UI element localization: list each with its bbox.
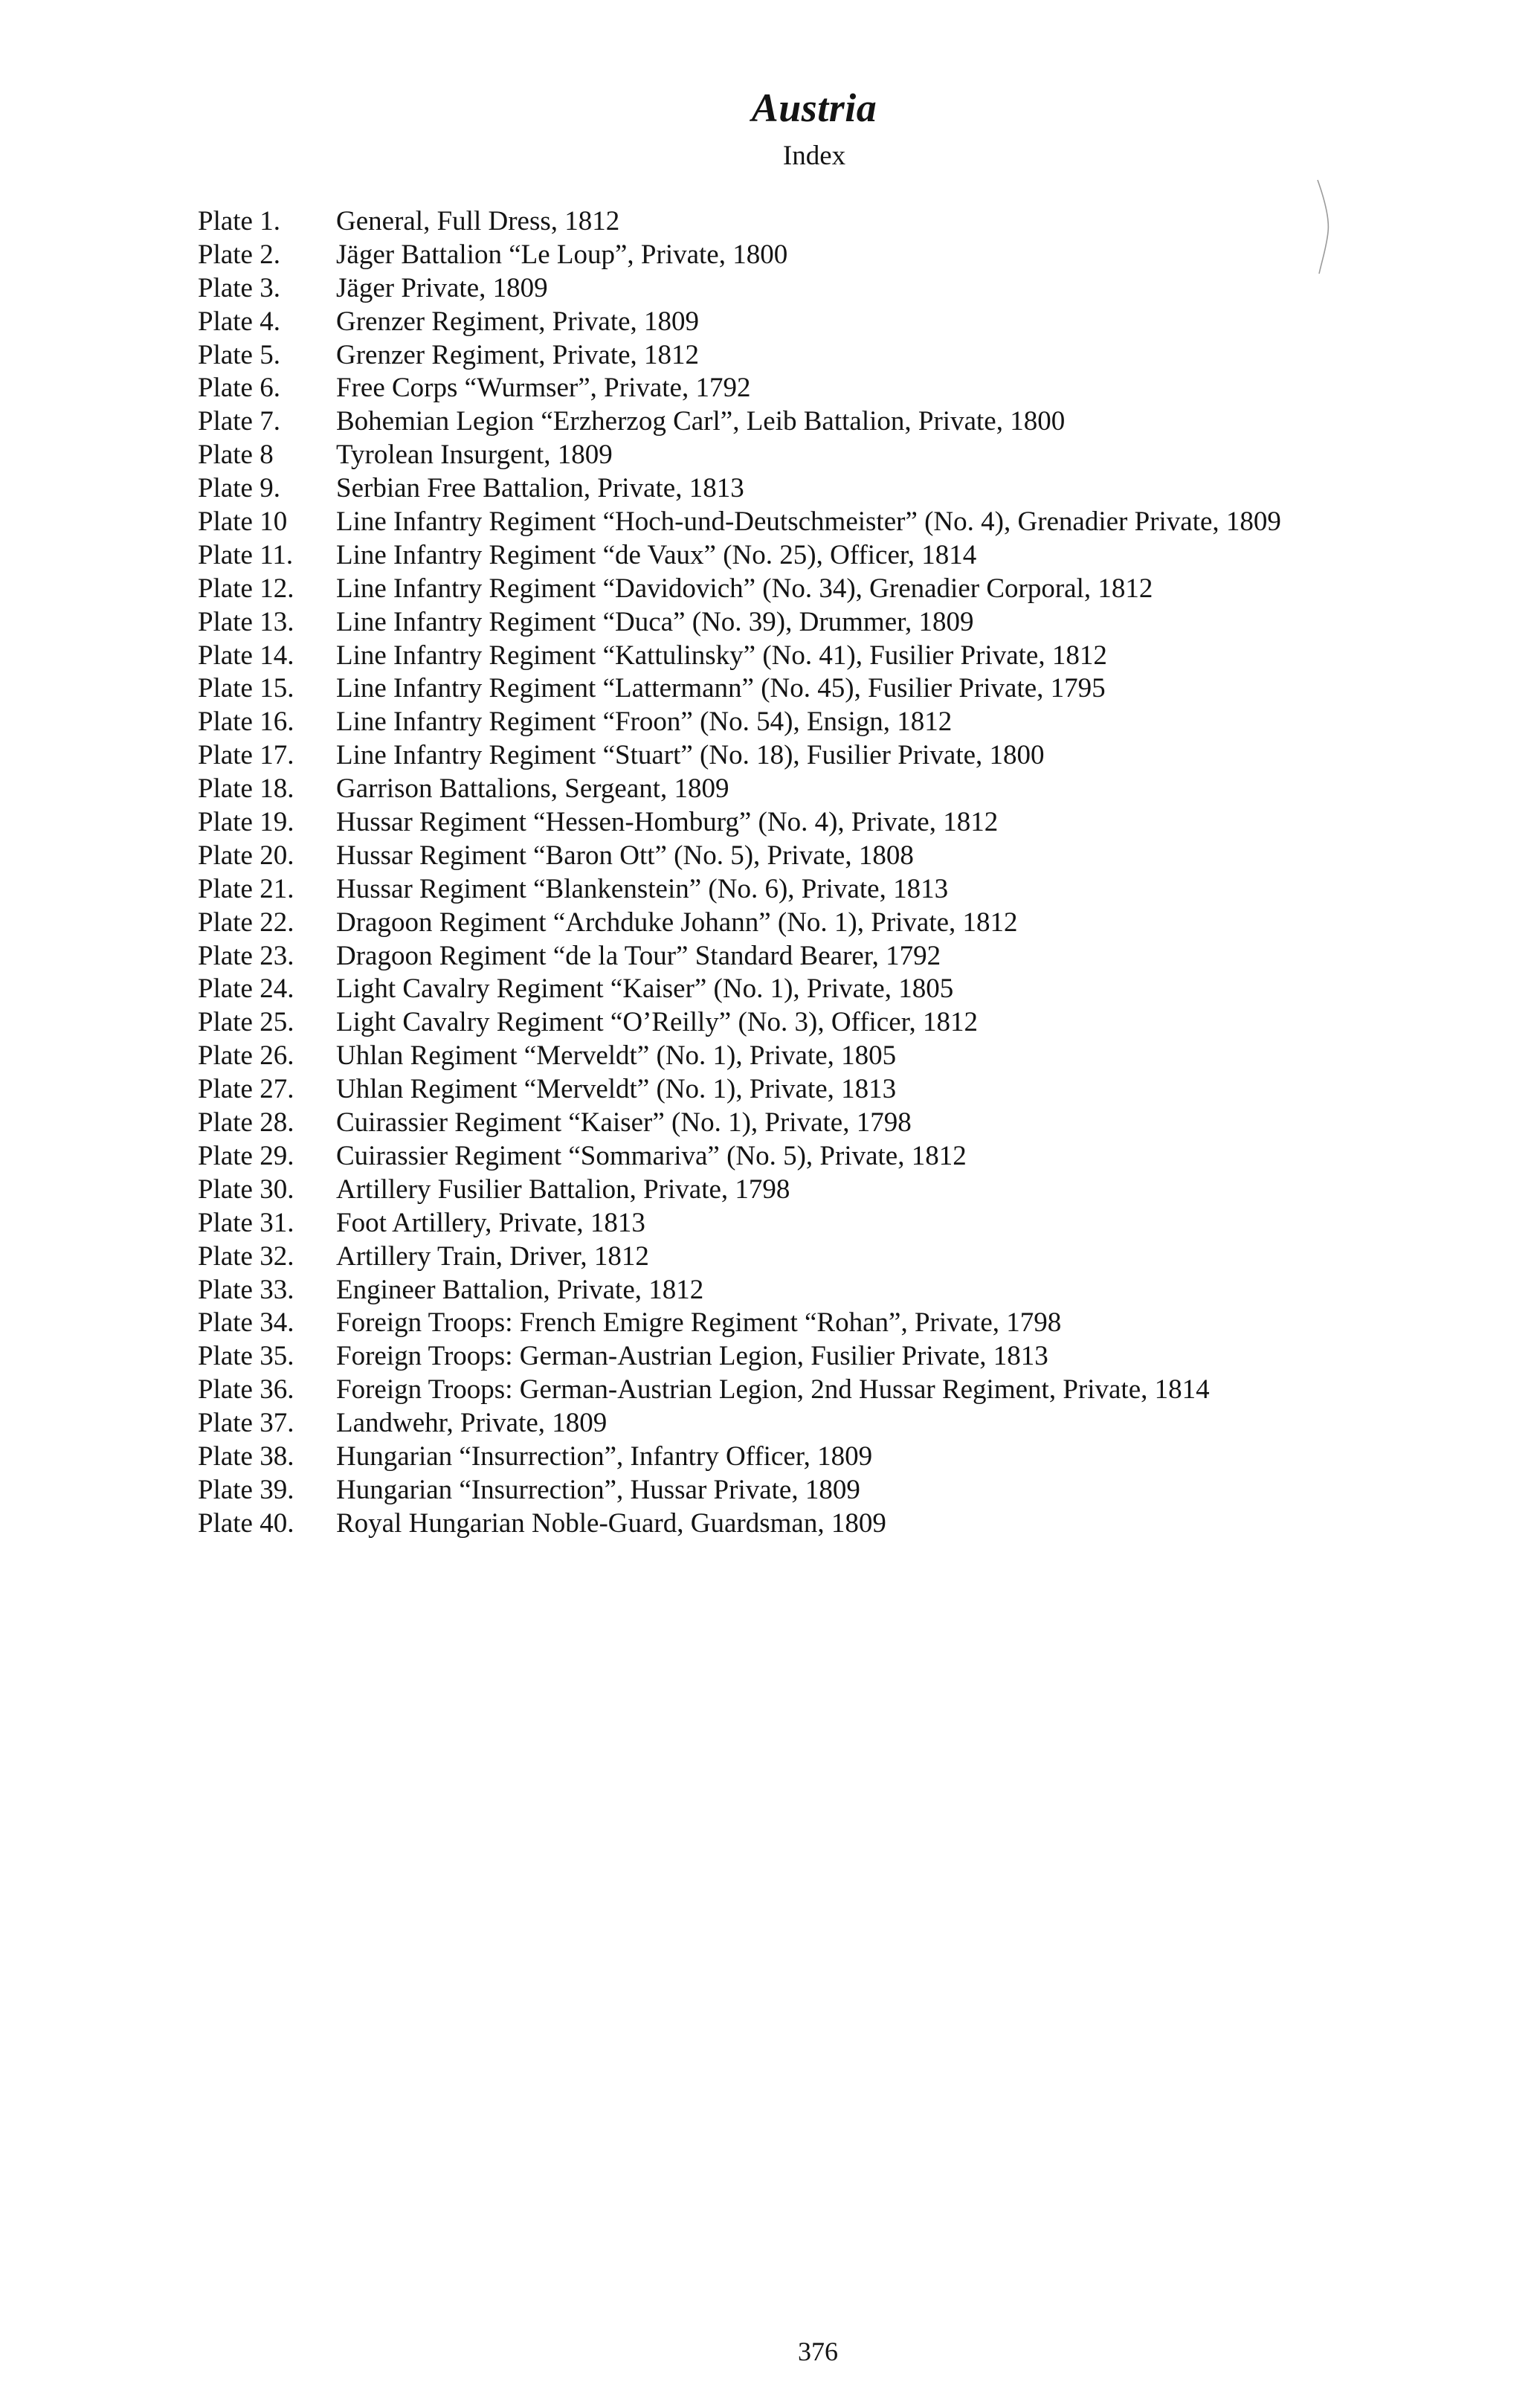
index-row [198, 439, 1281, 472]
plate-number: Plate 10 [198, 506, 288, 538]
plate-title: Grenzer Regiment, Private, 1809 [336, 306, 700, 337]
index-row [198, 806, 1281, 840]
plate-title: Engineer Battalion, Private, 1812 [336, 1274, 704, 1305]
index-row [198, 1174, 1281, 1207]
index-row [198, 405, 1281, 439]
index-row [198, 1374, 1281, 1407]
plate-number: Plate 1. [198, 206, 280, 236]
page-number: 376 [798, 2337, 838, 2366]
plate-title: Artillery Fusilier Battalion, Private, 1798 [336, 1174, 790, 1205]
plate-number: Plate 9. [198, 473, 280, 504]
index-row [198, 1307, 1281, 1340]
plate-title: Foreign Troops: French Emigre Regiment “Rohan”, Private, 1798 [336, 1307, 1062, 1339]
plate-title: Foot Artillery, Private, 1813 [336, 1207, 645, 1238]
index-row [198, 1040, 1281, 1073]
plate-number: Plate 17. [198, 740, 294, 771]
plate-title: Tyrolean Insurgent, 1809 [336, 440, 613, 471]
plate-title: Artillery Train, Driver, 1812 [336, 1240, 649, 1272]
plate-title: Jäger Battalion “Le Loup”, Private, 1800 [336, 239, 788, 270]
index-row [198, 472, 1281, 506]
index-row [198, 1440, 1281, 1474]
index-row [198, 1474, 1281, 1507]
index-row [198, 973, 1281, 1006]
plate-number: Plate 31. [198, 1207, 294, 1238]
plate-number: Plate 39. [198, 1474, 294, 1505]
plate-number: Plate 5. [198, 339, 280, 370]
plate-number: Plate 14. [198, 640, 294, 671]
index-row [198, 1240, 1281, 1274]
plate-number: Plate 23. [198, 940, 294, 971]
plate-number: Plate 2. [198, 239, 280, 270]
index-row [198, 372, 1281, 405]
index-row [198, 573, 1281, 606]
plate-title: Jäger Private, 1809 [336, 272, 548, 303]
plate-number: Plate 24. [198, 973, 294, 1005]
index-row [198, 1407, 1281, 1440]
index-row [198, 306, 1281, 339]
plate-title: Light Cavalry Regiment “Kaiser” (No. 1), Private, 1805 [336, 973, 954, 1005]
plate-title: Line Infantry Regiment “Kattulinsky” (No. 41), Fusilier Private, 1812 [336, 640, 1107, 671]
plate-number: Plate 11. [198, 539, 294, 570]
plate-number: Plate 25. [198, 1007, 294, 1038]
index-row [198, 940, 1281, 973]
plate-title: Hungarian “Insurrection”, Hussar Private, 1809 [336, 1474, 860, 1505]
index-row [198, 773, 1281, 806]
index-row [198, 539, 1281, 573]
plate-number: Plate 8 [198, 440, 274, 471]
plate-number: Plate 26. [198, 1040, 294, 1072]
plate-title: Serbian Free Battalion, Private, 1813 [336, 473, 744, 504]
index-row [198, 672, 1281, 706]
plate-number: Plate 36. [198, 1374, 294, 1406]
plate-number: Plate 30. [198, 1174, 294, 1205]
plate-number: Plate 19. [198, 807, 294, 838]
plate-number: Plate 37. [198, 1408, 294, 1439]
plate-title: Cuirassier Regiment “Kaiser” (No. 1), Private, 1798 [336, 1107, 912, 1139]
plate-number: Plate 35. [198, 1341, 294, 1372]
page-title: Austria [751, 86, 877, 131]
plate-title: Line Infantry Regiment “Lattermann” (No. 45), Fusilier Private, 1795 [336, 673, 1106, 704]
plate-title: Line Infantry Regiment “Davidovich” (No. 34), Grenadier Corporal, 1812 [336, 573, 1153, 604]
index-row [198, 606, 1281, 640]
plate-title: Hungarian “Insurrection”, Infantry Officer, 1809 [336, 1440, 873, 1472]
plate-number: Plate 16. [198, 706, 294, 738]
plate-number: Plate 28. [198, 1107, 294, 1139]
index-row [198, 1340, 1281, 1374]
plate-title: Royal Hungarian Noble-Guard, Guardsman, 1809 [336, 1507, 886, 1539]
plate-title: Line Infantry Regiment “Froon” (No. 54), Ensign, 1812 [336, 706, 953, 738]
plate-title: Free Corps “Wurmser”, Private, 1792 [336, 373, 751, 404]
plate-title: Foreign Troops: German-Austrian Legion, 2nd Hussar Regiment, Private, 1814 [336, 1374, 1210, 1406]
index-row [198, 640, 1281, 673]
plate-title: Uhlan Regiment “Merveldt” (No. 1), Private, 1813 [336, 1074, 897, 1105]
plate-title: Light Cavalry Regiment “O’Reilly” (No. 3), Officer, 1812 [336, 1007, 978, 1038]
index-row [198, 1107, 1281, 1140]
plate-title: Uhlan Regiment “Merveldt” (No. 1), Private, 1805 [336, 1040, 897, 1072]
plate-title: Hussar Regiment “Hessen-Homburg” (No. 4), Private, 1812 [336, 807, 999, 838]
plate-title: Line Infantry Regiment “Duca” (No. 39), Drummer, 1809 [336, 606, 974, 637]
plate-title: Landwehr, Private, 1809 [336, 1408, 608, 1439]
plate-title: Cuirassier Regiment “Sommariva” (No. 5), Private, 1812 [336, 1140, 967, 1171]
plate-title: Line Infantry Regiment “de Vaux” (No. 25), Officer, 1814 [336, 539, 977, 570]
plate-title: Hussar Regiment “Baron Ott” (No. 5), Private, 1808 [336, 840, 914, 871]
plate-title: General, Full Dress, 1812 [336, 206, 620, 236]
index-row [198, 205, 1281, 239]
plate-index-list [198, 205, 1281, 1541]
plate-number: Plate 34. [198, 1307, 294, 1339]
index-row [198, 506, 1281, 539]
plate-number: Plate 38. [198, 1440, 294, 1472]
plate-number: Plate 40. [198, 1507, 294, 1539]
index-row [198, 873, 1281, 907]
plate-number: Plate 6. [198, 373, 280, 404]
plate-number: Plate 29. [198, 1140, 294, 1171]
index-row [198, 840, 1281, 873]
scan-mark [1315, 178, 1337, 275]
plate-title: Grenzer Regiment, Private, 1812 [336, 339, 700, 370]
index-row [198, 1073, 1281, 1107]
plate-title: Foreign Troops: German-Austrian Legion, Fusilier Private, 1813 [336, 1341, 1048, 1372]
index-row [198, 1140, 1281, 1174]
plate-number: Plate 32. [198, 1240, 294, 1272]
plate-number: Plate 3. [198, 272, 280, 303]
plate-title: Dragoon Regiment “de la Tour” Standard Bearer, 1792 [336, 940, 941, 971]
plate-title: Bohemian Legion “Erzherzog Carl”, Leib Battalion, Private, 1800 [336, 406, 1066, 437]
plate-title: Dragoon Regiment “Archduke Johann” (No. 1), Private, 1812 [336, 907, 1018, 938]
plate-number: Plate 27. [198, 1074, 294, 1105]
index-row [198, 1006, 1281, 1040]
page-subtitle: Index [782, 141, 846, 171]
plate-title: Hussar Regiment “Blankenstein” (No. 6), Private, 1813 [336, 873, 949, 904]
plate-number: Plate 22. [198, 907, 294, 938]
index-row [198, 706, 1281, 739]
index-row [198, 1507, 1281, 1541]
plate-title: Line Infantry Regiment “Hoch-und-Deutschmeister” (No. 4), Grenadier Private, 1809 [336, 506, 1281, 538]
plate-number: Plate 33. [198, 1274, 294, 1305]
plate-number: Plate 7. [198, 406, 280, 437]
plate-number: Plate 20. [198, 840, 294, 871]
index-row [198, 1274, 1281, 1307]
plate-number: Plate 12. [198, 573, 294, 604]
index-row [198, 739, 1281, 773]
plate-number: Plate 21. [198, 873, 294, 904]
plate-title: Line Infantry Regiment “Stuart” (No. 18), Fusilier Private, 1800 [336, 740, 1045, 771]
plate-number: Plate 13. [198, 606, 294, 637]
index-row [198, 239, 1281, 272]
index-row [198, 907, 1281, 940]
plate-number: Plate 4. [198, 306, 280, 337]
index-row [198, 339, 1281, 373]
plate-number: Plate 18. [198, 773, 294, 805]
plate-number: Plate 15. [198, 673, 294, 704]
index-row [198, 1207, 1281, 1240]
index-row [198, 272, 1281, 306]
plate-title: Garrison Battalions, Sergeant, 1809 [336, 773, 729, 805]
